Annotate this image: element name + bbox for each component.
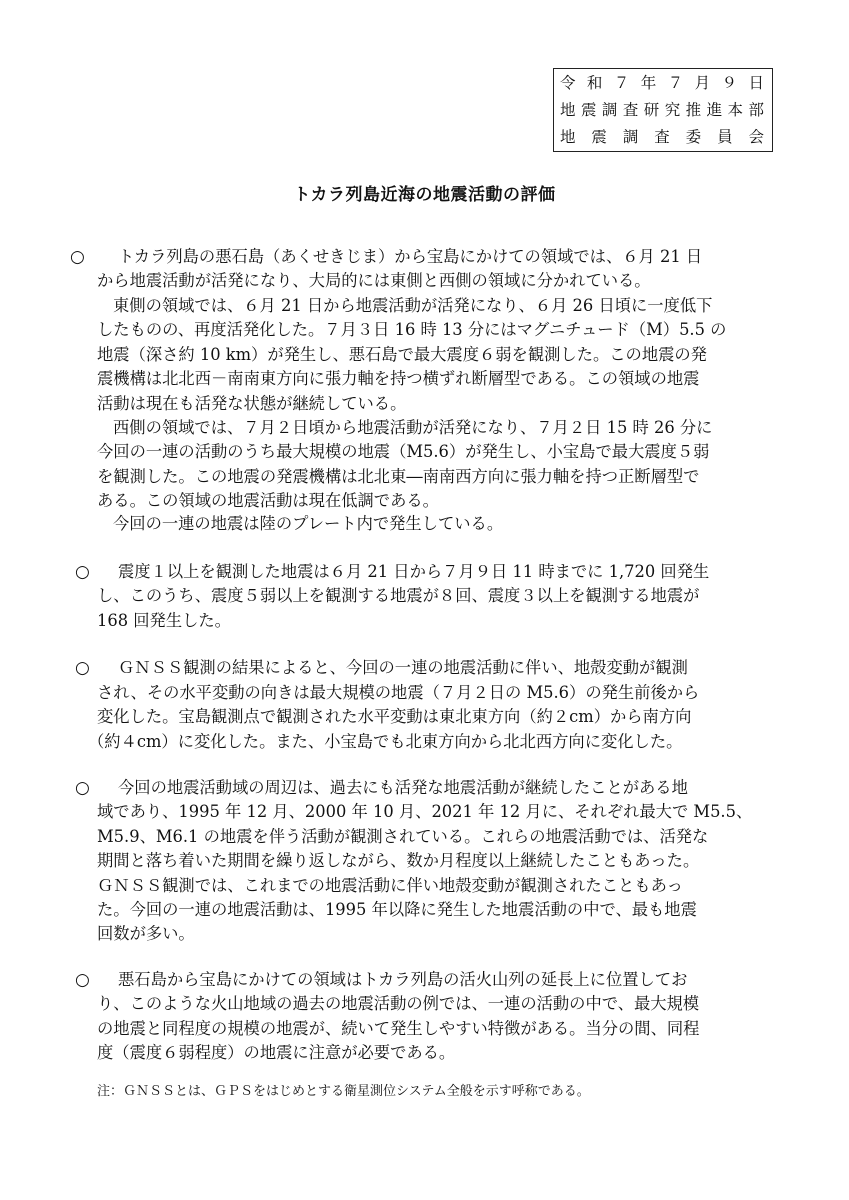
paragraph-line: を観測した。この地震の発震機構は北北東―南南西方向に張力軸を持つ正断層型で bbox=[97, 467, 700, 486]
paragraph-line: 今回の一連の活動のうち最大規模の地震（M5.6）が発生し、小宝島で最大震度５弱 bbox=[97, 442, 710, 461]
paragraph-line: ＧＮＳＳ観測では、これまでの地震活動に伴い地殻変動が観測されたこともあっ bbox=[97, 876, 683, 895]
paragraph-line: 域であり、1995 年 12 月、2000 年 10 月、2021 年 12 月に、それぞれ最大で M5.5、 bbox=[97, 802, 753, 821]
paragraph-line: したものの、再度活発化した。７月３日 16 時 13 分にはマグニチュード（M）5.5 の bbox=[97, 320, 727, 339]
paragraph-line: 期間と落ち着いた期間を繰り返しながら、数か月程度以上継続したこともあった。 bbox=[97, 851, 700, 870]
issue-date: 令 和 ７ 年 ７ 月 ９ 日 bbox=[560, 74, 764, 92]
paragraph-line: 地震（深さ約 10 km）が発生し、悪石島で最大震度６弱を観測した。この地震の発 bbox=[97, 345, 707, 364]
bullet-marker: ○ bbox=[75, 970, 90, 990]
paragraph-line: 西側の領域では、７月２日頃から地震活動が活発になり、７月２日 15 時 26 分に bbox=[113, 418, 713, 437]
bullet-marker: ○ bbox=[75, 778, 90, 798]
paragraph-line: され、その水平変動の向きは最大規模の地震（７月２日の M5.6）の発生前後から bbox=[97, 683, 700, 702]
paragraph-line: （約４cm）に変化した。また、小宝島でも北東方向から北北西方向に変化した。 bbox=[88, 732, 683, 751]
paragraph-line: トカラ列島の悪石島（あくせきじま）から宝島にかけての領域では、６月 21 日 bbox=[118, 247, 703, 266]
paragraph-line: 今回の地震活動域の周辺は、過去にも活発な地震活動が継続したことがある地 bbox=[118, 778, 688, 797]
paragraph-line: ある。この領域の地震活動は現在低調である。 bbox=[97, 491, 439, 510]
paragraph-line: ＧＮＳＳ観測の結果によると、今回の一連の地震活動に伴い、地殻変動が観測 bbox=[118, 658, 688, 677]
issuer-committee: 地 震 調 査 委 員 会 bbox=[560, 128, 764, 146]
paragraph-line: 震機構は北北西－南南東方向に張力軸を持つ横ずれ断層型である。この領域の地震 bbox=[97, 369, 700, 388]
paragraph-line: 168 回発生した。 bbox=[97, 611, 231, 630]
paragraph-line: M5.9、M6.1 の地震を伴う活動が観測されている。これらの地震活動では、活発な bbox=[97, 827, 709, 846]
paragraph-line: 東側の領域では、６月 21 日から地震活動が活発になり、６月 26 日頃に一度低下 bbox=[113, 296, 713, 315]
paragraph-line: 悪石島から宝島にかけての領域はトカラ列島の活火山列の延長上に位置してお bbox=[118, 970, 688, 989]
page-title: トカラ列島近海の地震活動の評価 bbox=[293, 185, 556, 205]
paragraph-line: 度（震度６弱程度）の地震に注意が必要である。 bbox=[97, 1043, 456, 1062]
issuer-headquarters: 地震調査研究推進本部 bbox=[560, 101, 764, 119]
footnote: 注：ＧＮＳＳとは、ＧＰＳをはじめとする衛星測位システム全般を示す呼称である。 bbox=[97, 1084, 590, 1099]
paragraph-line: から地震活動が活発になり、大局的には東側と西側の領域に分かれている。 bbox=[97, 271, 651, 290]
paragraph-line: 変化した。宝島観測点で観測された水平変動は東北東方向（約２cm）から南方向 bbox=[97, 707, 692, 726]
bullet-marker: ○ bbox=[75, 562, 90, 582]
paragraph-line: の地震と同程度の規模の地震が、続いて発生しやすい特徴がある。当分の間、同程 bbox=[97, 1019, 700, 1038]
paragraph-line: り、このような火山地域の過去の地震活動の例では、一連の活動の中で、最大規模 bbox=[97, 994, 700, 1013]
bullet-marker: ○ bbox=[70, 247, 85, 267]
paragraph-line: 活動は現在も活発な状態が継続している。 bbox=[97, 394, 407, 413]
paragraph-line: し、このうち、震度５弱以上を観測する地震が８回、震度３以上を観測する地震が bbox=[97, 586, 700, 605]
paragraph-line: 回数が多い。 bbox=[97, 924, 195, 943]
paragraph-line: 震度１以上を観測した地震は６月 21 日から７月９日 11 時までに 1,720 回発生 bbox=[118, 562, 710, 581]
bullet-marker: ○ bbox=[75, 658, 90, 678]
paragraph-line: 今回の一連の地震は陸のプレート内で発生している。 bbox=[113, 514, 504, 533]
paragraph-line: た。今回の一連の地震活動は、1995 年以降に発生した地震活動の中で、最も地震 bbox=[97, 900, 697, 919]
issuer-box bbox=[553, 68, 773, 152]
